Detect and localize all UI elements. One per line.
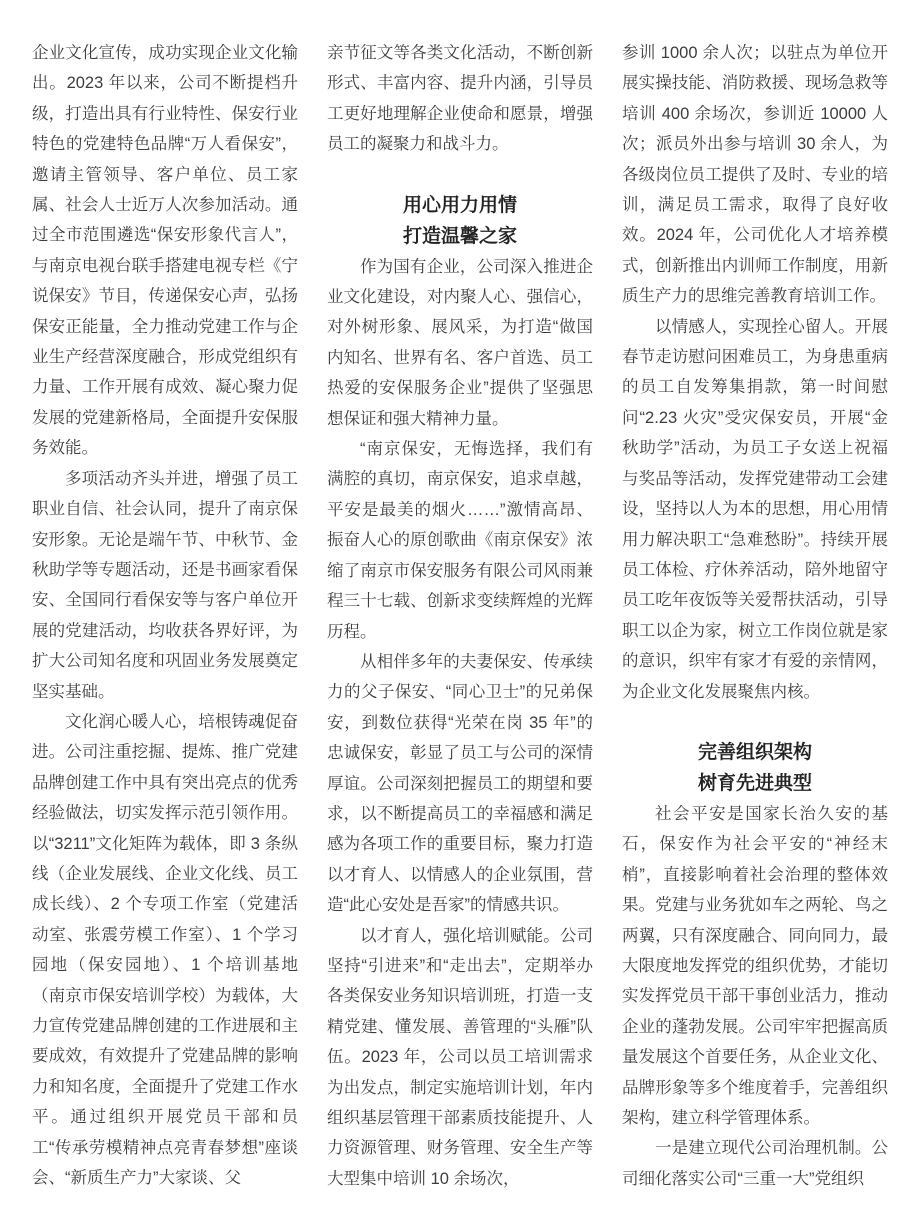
paragraph-continuation: 亲节征文等各类文化活动，不断创新形式、丰富内容、提升内涵，引导员工更好地理解企业使命和愿景，增强员工的凝聚力和战斗力。 <box>327 44 593 154</box>
paragraph: 多项活动齐头并进，增强了员工职业自信、社会认同，提升了南京保安形象。无论是端午节、中秋节、金秋助学等专题活动，还是书画家看保安、全国同行看保安等与客户单位开展的党建活动，均收获各界好评，为扩大公司知名度和巩固业务发展奠定坚实基础。 <box>32 469 298 701</box>
paragraph: 从相伴多年的夫妻保安、传承续力的父子保安、“同心卫士”的兄弟保安，到数位获得“光荣在岗 35 年”的忠诚保安，彰显了员工与公司的深情厚谊。公司深刻把握员工的期望和要求，以不断提高员工的幸福感和满足感为各项工作的重要目标，聚力打造以才育人、以情感人的企业氛围，营造“此心安处是吾家”的情感共识。 <box>327 652 593 915</box>
section-heading <box>622 737 888 799</box>
heading-line-2: 树育先进典型 <box>697 772 812 794</box>
heading-line-1: 完善组织架构 <box>697 741 812 763</box>
heading-line-2: 打造温馨之家 <box>402 225 517 247</box>
paragraph: “南京保安，无悔选择，我们有满腔的真切，南京保安，追求卓越，平安是最美的烟火……”激情高昂、振奋人心的原创歌曲《南京保安》浓缩了南京市保安服务有限公司风雨兼程三十七载、创新求变续辉煌的光辉历程。 <box>327 440 593 641</box>
section-heading <box>327 190 593 252</box>
article-column-3 <box>622 38 888 1210</box>
article-column-1 <box>32 38 298 1210</box>
paragraph-continuation: 企业文化宣传，成功实现企业文化输出。2023 年以来，公司不断提档升级，打造出具有行业特性、保安行业特色的党建特色品牌“万人看保安”，邀请主管领导、客户单位、员工家属、社会人士近万人次参加活动。通过全市范围遴选“保安形象代言人”，与南京电视台联手搭建电视专栏《宁说保安》节目，传递保安心声，弘扬保安正能量，全力推动党建工作与企业生产经营深度融合，形成党组织有力量、工作开展有成效、凝心聚力促发展的党建新格局，全面提升安保服务效能。 <box>32 44 298 458</box>
paragraph: 一是建立现代公司治理机制。公司细化落实公司“三重一大”党组织 <box>622 1139 888 1188</box>
paragraph: 社会平安是国家长治久安的基石，保安作为社会平安的“神经末梢”，直接影响着社会治理的整体效果。党建与业务犹如车之两轮、鸟之两翼，只有深度融合、同向同力，最大限度地发挥党的组织优势，才能切实发挥党员干部干事创业活力，推动企业的蓬勃发展。公司牢牢把握高质量发展这个首要任务，从企业文化、品牌形象等多个维度着手，完善组织架构，建立科学管理体系。 <box>622 804 888 1127</box>
heading-line-1: 用心用力用情 <box>402 194 517 216</box>
paragraph-continuation: 参训 1000 余人次；以驻点为单位开展实操技能、消防救援、现场急救等培训 400 余场次，参训近 10000 人次；派员外出参与培训 30 余人，为各级岗位员工提供了及时、专业的培训，满足员工需求，取得了良好收效。2024 年，公司优化人才培养模式，创新推出内训师工作制度，用新质生产力的思维完善教育培训工作。 <box>622 44 888 306</box>
article-column-2 <box>327 38 593 1210</box>
paragraph: 以才育人，强化培训赋能。公司坚持“引进来”和“走出去”，定期举办各类保安业务知识培训班，打造一支精党建、懂发展、善管理的“头雁”队伍。2023 年，公司以员工培训需求为出发点，制定实施培训计划，年内组织基层管理干部素质技能提升、人力资源管理、财务管理、安全生产等大型集中培训 10 余场次， <box>327 926 593 1188</box>
paragraph: 以情感人，实现拴心留人。开展春节走访慰问困难员工，为身患重病的员工自发筹集捐款，第一时间慰问“2.23 火灾”受灾保安员，开展“金秋助学”活动，为员工子女送上祝福与奖品等活动，发挥党建带动工会建设，坚持以人为本的思想，用心用情用力解决职工“急难愁盼”。持续开展员工体检、疗休养活动，陪外地留守员工吃年夜饭等关爱帮扶活动，引导职工以企为家，树立工作岗位就是家的意识，织牢有家才有爱的亲情网，为企业文化发展聚焦内核。 <box>622 317 888 701</box>
paragraph: 文化润心暖人心，培根铸魂促奋进。公司注重挖掘、提炼、推广党建品牌创建工作中具有突出亮点的优秀经验做法，切实发挥示范引领作用。以“3211”文化矩阵为载体，即 3 条纵线（企业发展线、企业文化线、员工成长线）、2 个专项工作室（党建活动室、张震劳模工作室）、1 个学习园地（保安园地）、1 个培训基地（南京市保安培训学校）为载体，大力宣传党建品牌创建的工作进展和主要成效，有效提升了党建品牌的影响力和知名度，全面提升了党建工作水平。通过组织开展党员干部和员工“传承劳模精神点亮青春梦想”座谈会、“新质生产力”大家谈、父 <box>32 712 298 1188</box>
paragraph: 作为国有企业，公司深入推进企业文化建设，对内聚人心、强信心，对外树形象、展风采，为打造“做国内知名、世界有名、客户首选、员工热爱的安保服务企业”提供了坚强思想保证和强大精神力量。 <box>327 257 593 428</box>
